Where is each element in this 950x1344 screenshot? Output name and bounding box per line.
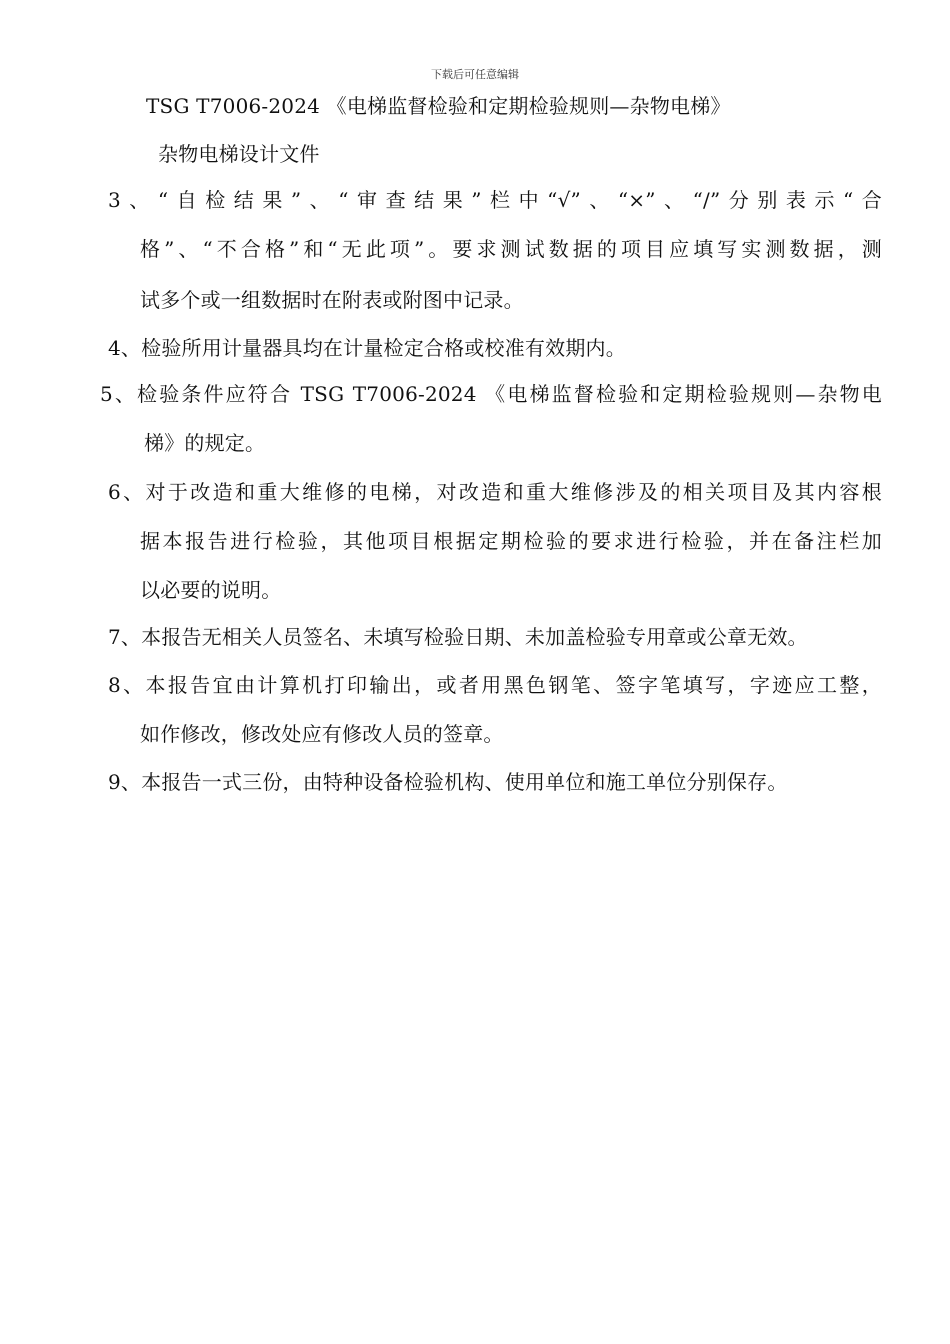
item7-line1: 7、本报告无相关人员签名、未填写检验日期、未加盖检验专用章或公章无效。	[108, 625, 808, 649]
item6-line3: 以必要的说明。	[140, 578, 282, 602]
item3-line1: 3、“自检结果”、“审查结果”栏中“√”、“×”、“/”分别表示“合	[108, 188, 882, 212]
regulation-title-line: TSG T7006-2024 《电梯监督检验和定期检验规则—杂物电梯》	[146, 94, 731, 118]
item8-line2: 如作修改，修改处应有修改人员的签章。	[140, 722, 504, 746]
item5-line2: 梯》的规定。	[144, 431, 266, 455]
item9-line1: 9、本报告一式三份，由特种设备检验机构、使用单位和施工单位分别保存。	[108, 770, 788, 794]
item5-line1: 5、检验条件应符合 TSG T7006-2024 《电梯监督检验和定期检验规则—杂物电	[100, 382, 882, 406]
item3-line2: 格”、“不合格”和“无此项”。要求测试数据的项目应填写实测数据，测	[140, 237, 882, 261]
item4-line1: 4、检验所用计量器具均在计量检定合格或校准有效期内。	[108, 336, 626, 360]
item6-line1: 6、对于改造和重大维修的电梯，对改造和重大维修涉及的相关项目及其内容根	[108, 480, 882, 504]
design-documents-line: 杂物电梯设计文件	[158, 142, 320, 166]
download-note: 下载后可任意编辑	[431, 68, 519, 81]
item6-line2: 据本报告进行检验，其他项目根据定期检验的要求进行检验，并在备注栏加	[140, 529, 882, 553]
item3-line3: 试多个或一组数据时在附表或附图中记录。	[140, 288, 524, 312]
item8-line1: 8、本报告宜由计算机打印输出，或者用黑色钢笔、签字笔填写，字迹应工整，	[108, 673, 882, 697]
